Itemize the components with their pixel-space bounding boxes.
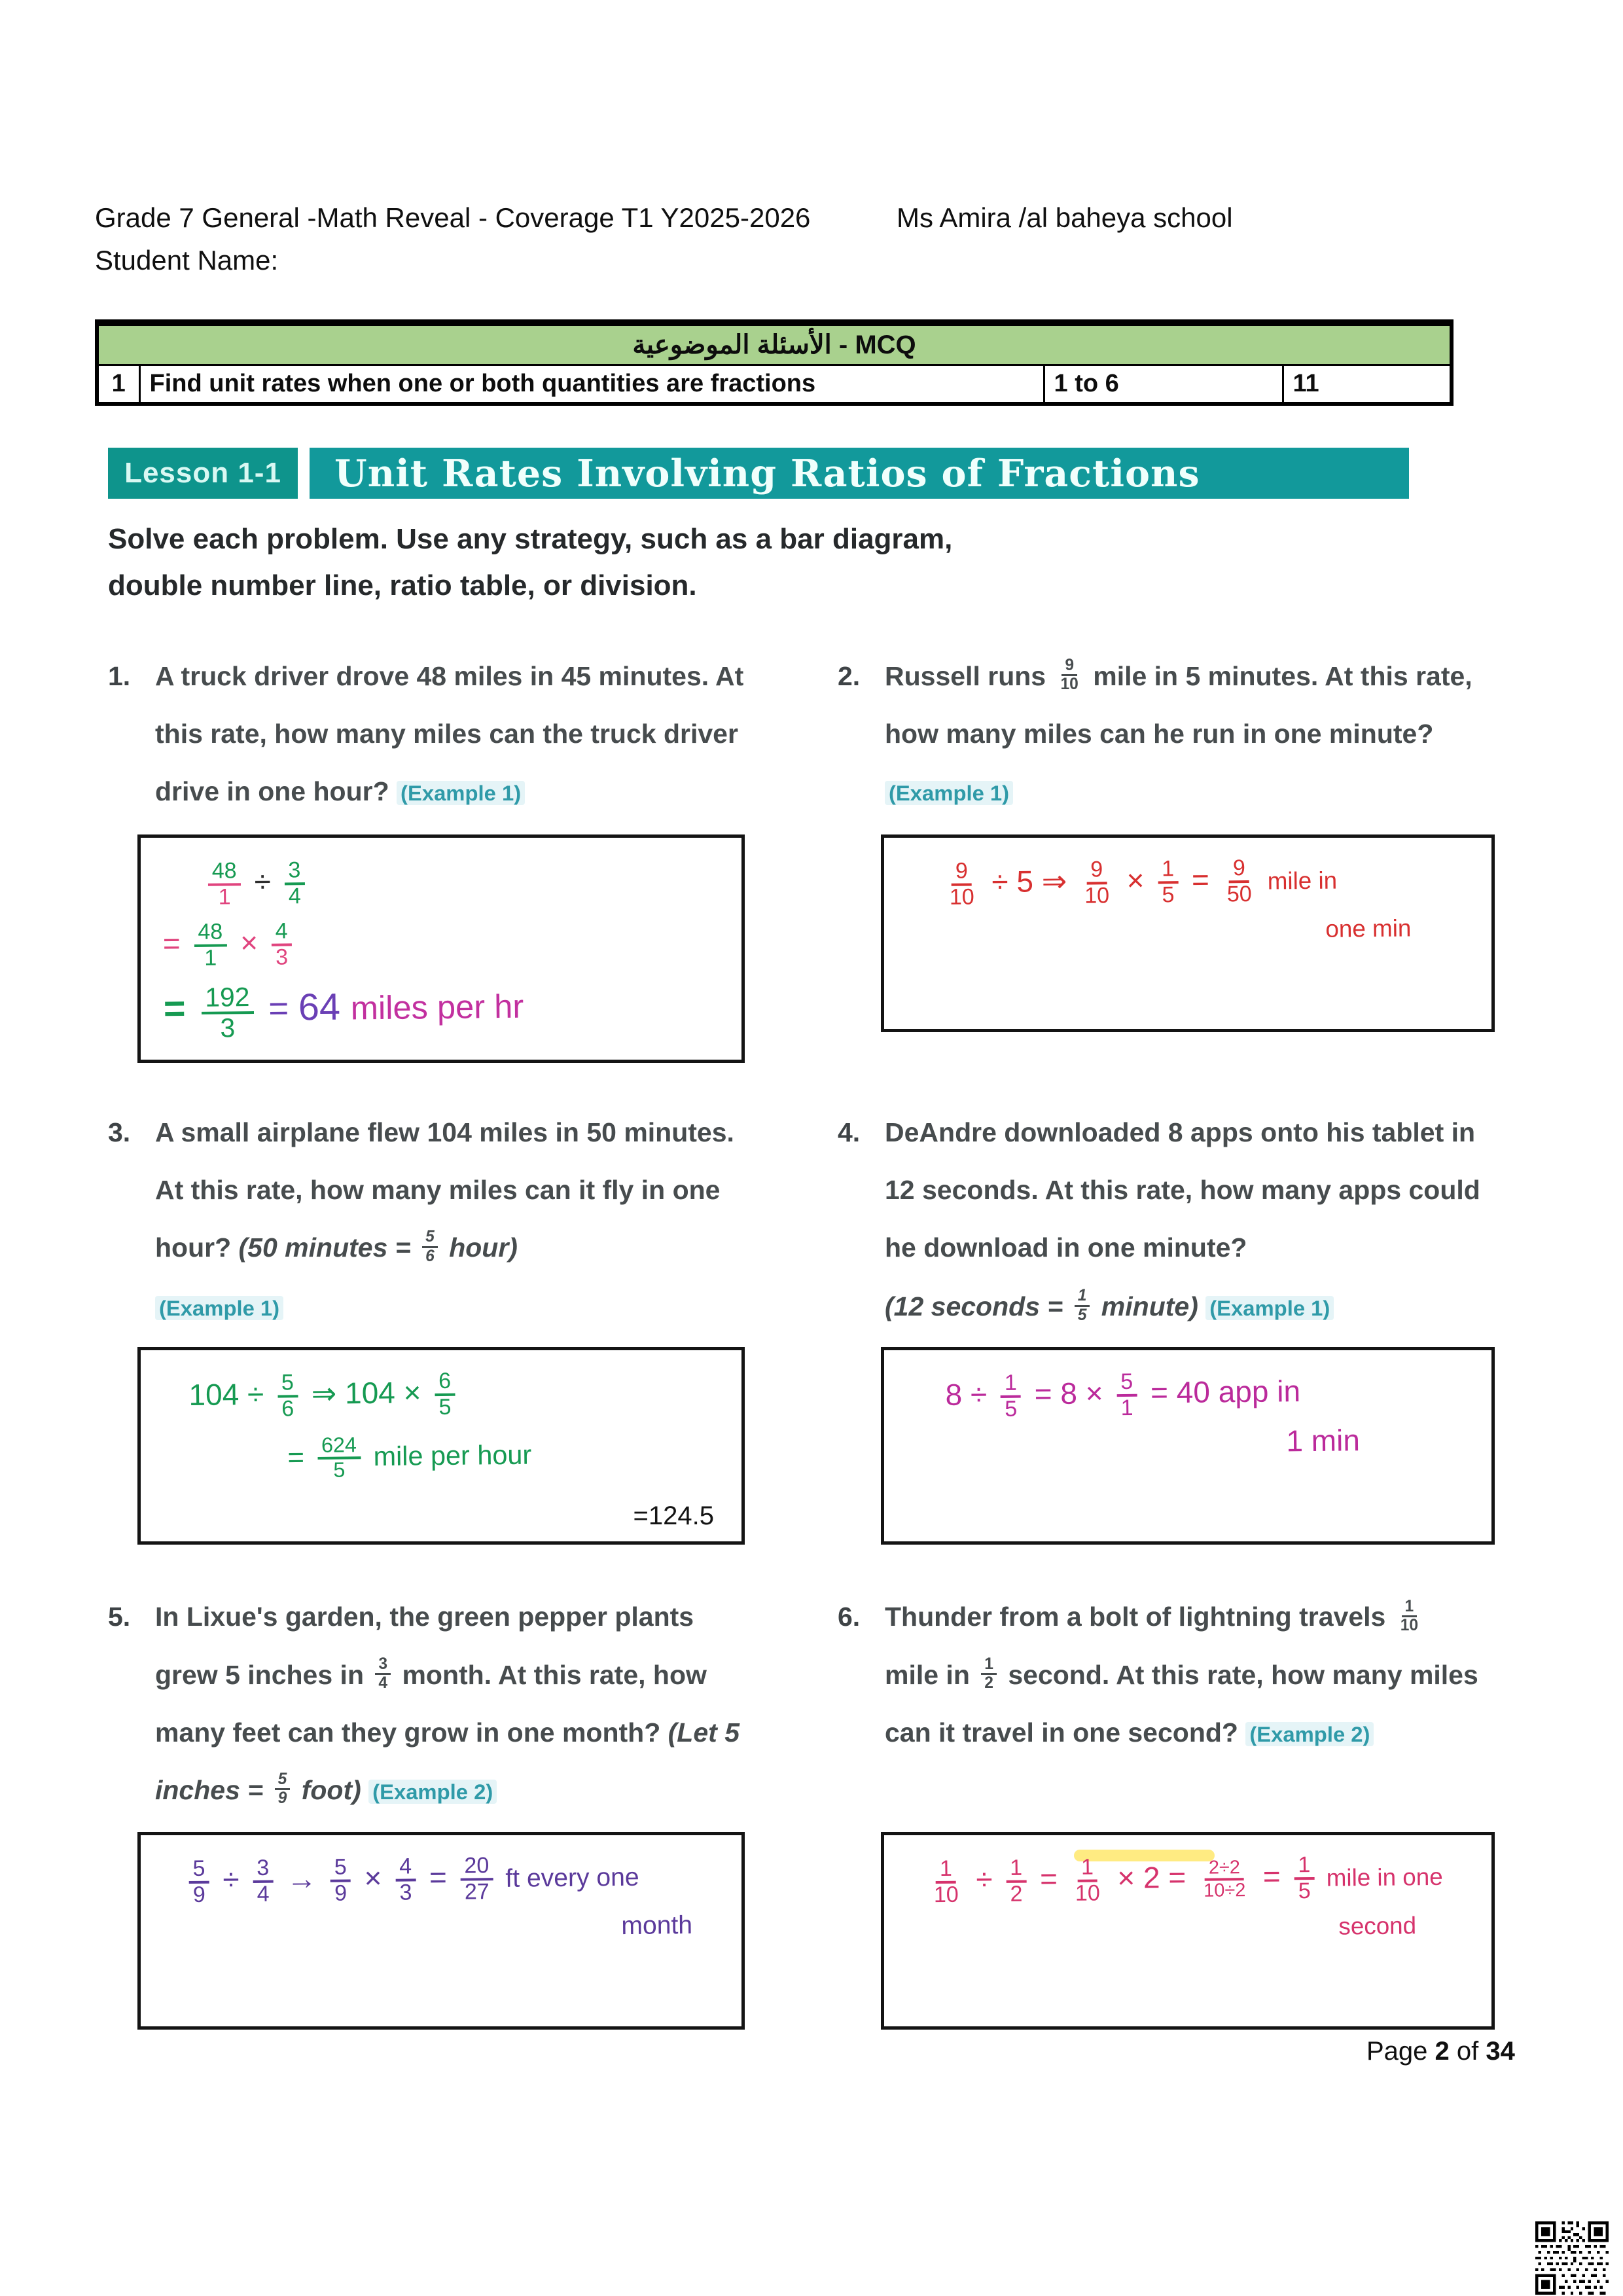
question-text	[885, 1103, 1486, 1336]
fraction: $\frac{20}{27}$	[460, 1854, 493, 1904]
instructions-line-2: double number line, ratio table, or division.	[108, 569, 697, 602]
line-break	[163, 1416, 719, 1437]
text-segment: (Let	[668, 1717, 725, 1748]
text-segment: second. At this rate, how many miles can it travel in one second?	[885, 1659, 1478, 1748]
fraction: $\frac{624}{5}$	[317, 1435, 361, 1482]
line-break	[906, 904, 1469, 912]
fraction: $\frac{9}{50}$	[1226, 855, 1252, 907]
lesson-badge: Lesson 1-1	[108, 448, 298, 499]
text-segment: mile in	[1260, 867, 1338, 895]
text-segment: Russell runs	[885, 660, 1054, 691]
text-segment: foot)	[294, 1774, 369, 1805]
text-segment: =	[1254, 1859, 1289, 1893]
question-6	[838, 1588, 1486, 1761]
example-tag: (Example 2)	[1245, 1722, 1374, 1746]
lesson-banner	[108, 448, 1492, 499]
page-content	[0, 196, 1623, 2030]
mcq-table	[95, 319, 1454, 406]
qr-code	[1535, 2221, 1609, 2295]
text-segment: =	[1183, 862, 1218, 897]
text-segment: miles per hr	[350, 987, 524, 1027]
question-row-3	[108, 1588, 1492, 1819]
text-segment: ⇒	[1041, 863, 1076, 899]
text-segment: mile per hour	[365, 1440, 532, 1473]
text-segment: A truck driver drove 48 miles in 45 minutes. At this rate, how many miles can the truck driver drive in one hour?	[155, 660, 744, 806]
question-2	[838, 647, 1486, 820]
question-number: 2.	[838, 660, 861, 691]
text-segment: ÷	[214, 1861, 248, 1897]
question-4	[838, 1103, 1486, 1336]
mcq-header-row	[97, 323, 1452, 365]
fraction: $\frac{5}{6}$	[422, 1229, 438, 1265]
solution-box-3	[137, 1347, 745, 1545]
question-number: 3.	[108, 1117, 131, 1147]
fraction: $\frac{1}{5}$	[1294, 1854, 1315, 1903]
line-break	[162, 904, 719, 922]
text-segment: 8 ÷	[945, 1377, 996, 1412]
question-text	[885, 647, 1486, 820]
footer-page-total: 34	[1486, 2037, 1515, 2066]
text-segment: 104 ÷	[188, 1376, 273, 1412]
fraction: $\frac{48}{1}$	[194, 921, 227, 971]
solution-box-4	[881, 1347, 1495, 1545]
example-tag: (Example 1)	[397, 781, 525, 805]
question-3	[108, 1103, 746, 1336]
fraction: $\frac{3}{4}$	[284, 859, 305, 908]
footer-label: of	[1449, 2037, 1486, 2066]
handwritten-work	[162, 855, 721, 1043]
fraction: $\frac{192}{3}$	[201, 983, 254, 1043]
text-segment: DeAndre downloaded 8 apps onto his tablet in 12 seconds. At this rate, how many apps could he download in one minute?	[885, 1117, 1480, 1263]
text-segment: ×	[355, 1860, 391, 1895]
fraction: $\frac{48}{1}$	[208, 859, 241, 909]
text-segment: = 40 app in	[1142, 1374, 1301, 1410]
handwritten-work	[162, 1852, 719, 1949]
fraction: $\frac{1}{5}$	[1158, 857, 1179, 907]
question-5	[108, 1588, 746, 1819]
fraction: $\frac{3}{4}$	[253, 1857, 274, 1907]
line-break	[163, 1901, 719, 1910]
question-number: 6.	[838, 1602, 861, 1632]
footer-page-number: 2	[1435, 2037, 1450, 2066]
mcq-row-question-range: 1 to 6	[1044, 365, 1283, 404]
solution-box-6	[881, 1832, 1495, 2030]
question-number: 1.	[108, 660, 131, 691]
fraction: $\frac{2\div 2}{10\div 2}$	[1204, 1857, 1246, 1901]
fraction: $\frac{5}{9}$	[188, 1857, 209, 1907]
fraction: $\frac{9}{10}$	[949, 858, 974, 910]
line-break	[906, 1901, 1469, 1910]
solution-row-3	[108, 1832, 1492, 2030]
document-header	[95, 196, 1492, 281]
question-row-1	[108, 647, 1492, 820]
mcq-row-number: 1	[97, 365, 139, 404]
text-segment: (12 seconds =	[885, 1291, 1071, 1322]
text-segment: × 2 =	[1109, 1859, 1195, 1895]
text-segment: month. At this rate, how many feet can they grow in one month?	[155, 1659, 707, 1748]
fraction: $\frac{1}{2}$	[1006, 1857, 1027, 1907]
text-segment: minute)	[1094, 1291, 1206, 1322]
text-segment: mile in 5 minutes. At this rate, how many miles can he run in one minute?	[885, 660, 1472, 749]
fraction: $\frac{6}{5}$	[435, 1370, 455, 1420]
fraction: $\frac{5}{1}$	[1116, 1371, 1137, 1420]
text-segment: second	[1338, 1912, 1417, 1941]
text-segment: (50 minutes =	[238, 1232, 419, 1263]
question-number: 5.	[108, 1602, 131, 1632]
text-segment: =	[1031, 1861, 1066, 1896]
fraction: $\frac{5}{6}$	[277, 1372, 298, 1422]
solution-box-1	[137, 834, 745, 1063]
handwritten-work	[906, 1852, 1469, 1948]
handwritten-work	[162, 1367, 720, 1484]
mcq-header-cell: الأسئلة الموضوعية - MCQ	[97, 323, 1452, 365]
text-segment: ÷	[245, 864, 279, 899]
fraction: $\frac{4}{3}$	[271, 920, 292, 970]
solution-row-1	[108, 834, 1492, 1063]
student-name-label: Student Name:	[95, 245, 279, 276]
text-segment: →	[278, 1861, 326, 1896]
text-segment: A small airplane flew 104 miles in 50 minutes. At this rate, how many miles can it fly in one hour?	[155, 1117, 734, 1263]
text-segment: one min	[1325, 915, 1412, 943]
text-segment: In Lixue's garden, the green pepper plants grew 5 inches in	[155, 1602, 694, 1690]
question-text	[885, 1588, 1486, 1761]
fraction: $\frac{9}{10}$	[1084, 857, 1110, 908]
line-break	[885, 1276, 1486, 1278]
text-segment: =	[259, 989, 299, 1029]
teacher-school: Ms Amira /al baheya school	[897, 202, 1233, 233]
lesson-instructions	[108, 516, 1492, 609]
example-tag: (Example 1)	[885, 781, 1013, 805]
text-segment: ÷ 5	[983, 864, 1042, 899]
fraction: $\frac{3}{4}$	[375, 1656, 391, 1693]
example-tag: (Example 1)	[1205, 1296, 1334, 1320]
fraction: $\frac{4}{3}$	[395, 1855, 416, 1905]
solution-box-2	[881, 834, 1495, 1032]
handwritten-work	[906, 1367, 1469, 1465]
fraction: $\frac{1}{5}$	[1001, 1372, 1022, 1422]
footer-label: Page	[1366, 2037, 1435, 2066]
fraction: $\frac{1}{10}$	[1075, 1854, 1100, 1906]
fraction: $\frac{1}{2}$	[981, 1656, 997, 1693]
text-segment: =	[162, 926, 189, 961]
fraction: $\frac{1}{5}$	[1075, 1287, 1090, 1324]
course-title: Grade 7 General -Math Reveal - Coverage T1 Y2025-2026	[95, 202, 811, 233]
page-number-footer	[1366, 2037, 1515, 2066]
question-1	[108, 647, 746, 820]
text-segment: Thunder from a bolt of lightning travels	[885, 1602, 1393, 1632]
text-segment: =	[420, 1859, 455, 1895]
text-segment: mile in	[885, 1659, 978, 1690]
fraction: $\frac{1}{10}$	[1400, 1597, 1419, 1635]
solution-box-5	[137, 1832, 745, 2030]
mcq-row-description: Find unit rates when one or both quantities are fractions	[139, 365, 1044, 404]
mcq-row-marks: 11	[1283, 365, 1452, 404]
text-segment: ⇒ 104 ×	[302, 1375, 430, 1411]
question-text	[155, 647, 746, 820]
fraction: $\frac{5}{9}$	[275, 1771, 291, 1808]
text-segment: =	[163, 988, 196, 1030]
text-segment: hour)	[441, 1232, 518, 1263]
instructions-line-1: Solve each problem. Use any strategy, such as a bar diagram,	[108, 523, 953, 556]
question-row-2	[108, 1103, 1492, 1336]
solution-row-2	[108, 1347, 1492, 1545]
text-segment: ×	[1118, 863, 1153, 898]
text-segment: ÷	[967, 1861, 1001, 1897]
text-segment: =	[287, 1441, 313, 1474]
question-text	[155, 1588, 746, 1819]
text-segment: 5 inches =	[155, 1717, 740, 1805]
example-tag: (Example 1)	[155, 1296, 283, 1320]
fraction: $\frac{9}{10}$	[1060, 656, 1079, 694]
lesson-title: Unit Rates Involving Ratios of Fractions	[310, 448, 1409, 499]
line-break	[906, 1416, 1469, 1426]
mcq-data-row	[97, 365, 1452, 404]
fraction: $\frac{1}{10}$	[933, 1856, 959, 1907]
text-segment: = 8 ×	[1026, 1376, 1112, 1411]
typed-answer: =124.5	[633, 1501, 714, 1531]
question-number: 4.	[838, 1117, 861, 1147]
text-segment: 1 min	[1286, 1424, 1361, 1459]
text-segment: 64	[298, 986, 351, 1029]
text-segment: ×	[232, 925, 267, 960]
text-segment: month	[621, 1911, 693, 1941]
text-segment: ft every one	[498, 1863, 639, 1893]
fraction: $\frac{5}{9}$	[330, 1856, 351, 1905]
handwritten-work	[906, 855, 1469, 952]
text-segment: mile in one	[1319, 1863, 1443, 1892]
example-tag: (Example 2)	[368, 1780, 497, 1804]
question-text	[155, 1103, 746, 1336]
questions-area	[108, 647, 1492, 2030]
line-break	[155, 1276, 746, 1278]
